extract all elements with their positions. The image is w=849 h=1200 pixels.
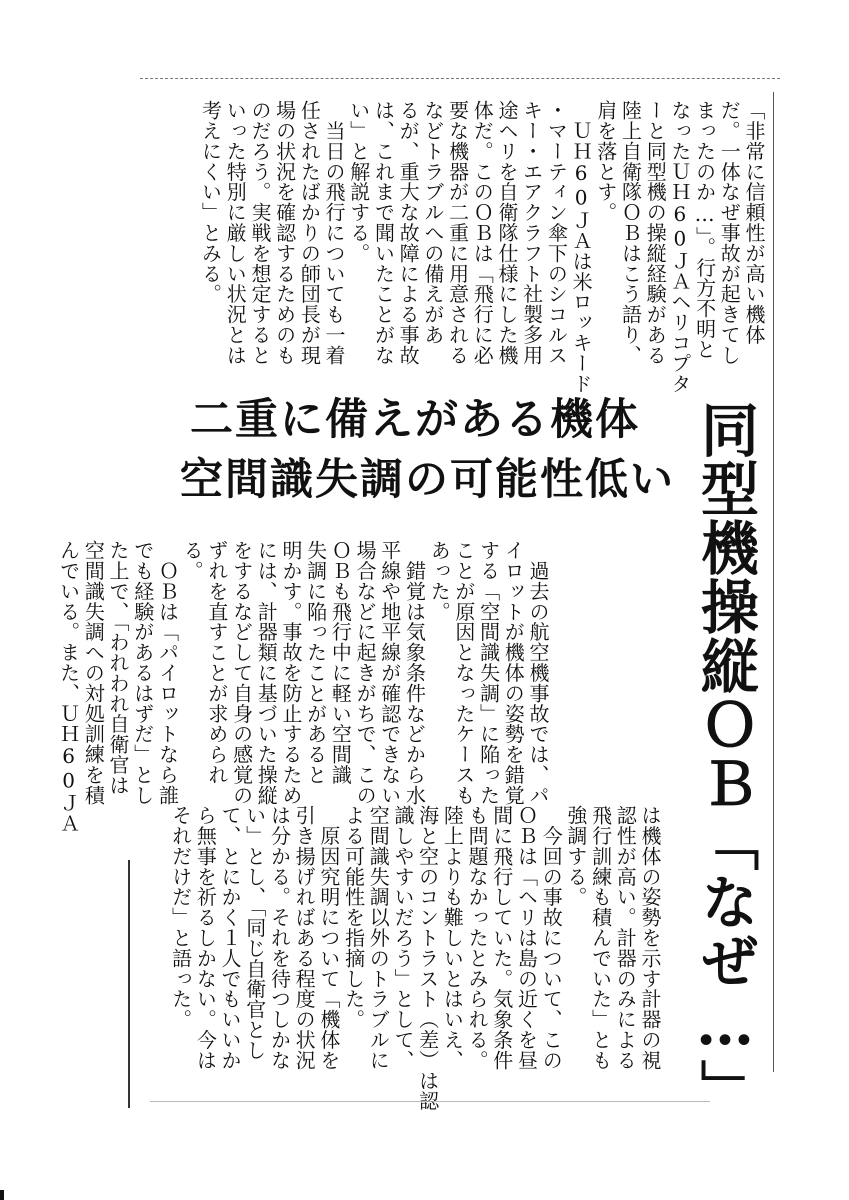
left-cut-line	[128, 860, 130, 1108]
article-body-top: 「非常に信頼性が高い機体 だ。一体なぜ事故が起きてし まったのか…」。行方不明と なったＵＨ60ＪＡヘリコプタ ーと同型機の操縦経験がある 陸上自衛隊ＯＢはこう語り、 肩を落とす。 ＵＨ60ＪＡは米ロッキード ・マーティン傘下のシコルス キー・エアクラフト社製多用 途ヘリを自衛隊仕様にした機 体だ。このＯＢは「飛行に必 要な機器が二重に用意される などトラブルへの備えがあ るが、重大な故障による事故 は、これまで聞いたことがな い」と解説する。 当日の飛行についても一着 任されたばかりの師団長が現 場の状況を確認するためのも のだろう。実戦を想定すると いった特別に厳しい状況とは 考えにくい」とみる。	[198, 100, 766, 394]
right-cut-line	[773, 92, 774, 1072]
article-body-bottom-right: は機体の姿勢を示す計器の視 認性が高い。計器のみによる 飛行訓練も積んでいた」とも 強調する。 今回の事故について、この ＯＢは「ヘリは島の近くを昼 間に飛行していた。気象条件 も問題なかったとみられる。 陸上よりも難しいとはいえ、 海と空のコントラスト（差）は認 識しやすいだろう」として、 空間識失調以外のトラブルに よる可能性を指摘した。 原因究明について「機体を 引き揚げればある程度の状況 は分かる。それを待つしかな い」とし、「同じ自衛官とし て、とにかく１人でもいいか ら無事を祈るしかない。今は それだけだ」と語った。	[168, 805, 662, 1111]
subheadline-2: 空間識失調の可能性低い	[180, 455, 675, 505]
subheadline-1: 二重に備えがある機体	[190, 395, 640, 445]
scan-edge-mark	[0, 1190, 4, 1200]
main-headline: 同型機操縦ＯＢ「なぜ…」	[691, 400, 759, 1118]
top-cut-line	[140, 78, 780, 79]
article-body-bottom-left: 過去の航空機事故では、パ イロットが機体の姿勢を錯覚 する「空間識失調」に陥った ことが原因となったケースも あった。 錯覚は気象条件などから水 平線や地平線が確認できない 場合などに起きがちで、この ＯＢも飛行中に軽い空間識 失調に陥ったことがあると 明かす。事故を防止するため には、計器類に基づいた操縦 をするなどして自身の感覚の ずれを直すことが求められ る。 ＯＢは「パイロットなら誰 でも経験があるはずだ」とし た上で、「われわれ自衛官は 空間識失調への対処訓練を積 んでいる。また、ＵＨ60ＪＡ	[56, 540, 550, 834]
